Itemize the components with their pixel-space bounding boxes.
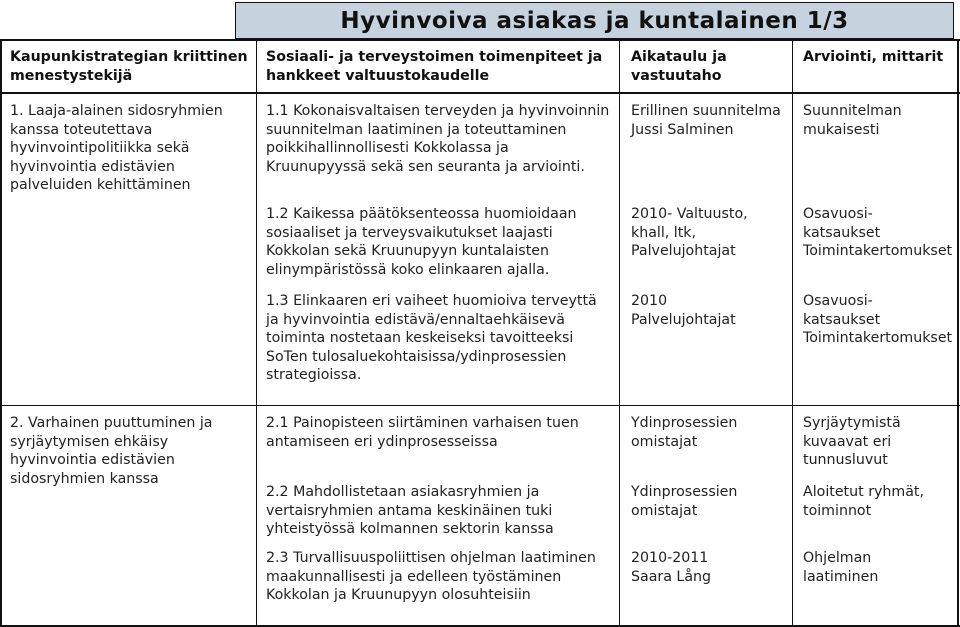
header-col-actions: Sosiaali- ja terveystoimen toimenpiteet ja hankkeet valtuustokaudelle	[266, 49, 603, 84]
schedule-1-2-line-1: 2010- Valtuusto, khall, ltk,	[631, 206, 748, 241]
table-border-right	[957, 39, 959, 627]
table-border-left	[0, 39, 2, 627]
col-divider-2	[619, 39, 620, 627]
evaluation-2-3	[803, 549, 948, 586]
evaluation-1-3-line-1: Osavuosi-katsaukset	[803, 293, 881, 328]
schedule-1-1	[631, 102, 781, 139]
schedule-1-2-line-2: Palvelujohtajat	[631, 243, 736, 259]
evaluation-1-1-line-1: Suunnitelman mukaisesti	[803, 103, 902, 138]
header-col-evaluation: Arviointi, mittarit	[803, 49, 944, 65]
strategy-table	[0, 39, 960, 627]
action-2-1: 2.1 Painopisteen siirtäminen varhaisen tuen antamiseen eri ydinprosesseissa	[266, 415, 579, 450]
evaluation-2-3-line-1: Ohjelman laatiminen	[803, 550, 879, 585]
col-divider-3	[792, 39, 793, 627]
header-separator	[0, 92, 960, 94]
factor-separator	[0, 405, 960, 406]
schedule-2-1	[631, 414, 781, 451]
schedule-1-3	[631, 292, 781, 329]
action-1-2: 1.2 Kaikessa päätöksenteossa huomioidaan sosiaaliset ja terveysvaikutukset laajasti Kokkolan sekä Kruunupyyn kuntalaisten elinympäristössä koko elinkaaren ajalla.	[266, 206, 577, 278]
evaluation-1-1	[803, 102, 948, 139]
schedule-1-1-line-1: Erillinen suunnitelma	[631, 103, 781, 119]
factor-2: 2. Varhainen puuttuminen ja syrjäytymisen ehkäisy hyvinvointia edistävien sidosryhmien kanssa	[10, 415, 213, 487]
schedule-1-2	[631, 205, 781, 261]
schedule-2-2	[631, 483, 781, 520]
col-divider-1	[256, 39, 257, 627]
schedule-1-3-line-1: 2010	[631, 293, 668, 309]
header-col-factor: Kaupunkistrategian kriittinen menestystekijä	[10, 49, 248, 84]
evaluation-2-2-line-1: Aloitetut ryhmät, toiminnot	[803, 484, 924, 519]
evaluation-1-2	[803, 205, 953, 261]
evaluation-2-1	[803, 414, 948, 470]
schedule-2-2-line-1: Ydinprosessien omistajat	[631, 484, 738, 519]
schedule-2-3-line-1: 2010-2011	[631, 550, 709, 566]
factor-1: 1. Laaja-alainen sidosryhmien kanssa toteutettava hyvinvointipolitiikka sekä hyvinvointia edistävien palveluiden kehittäminen	[10, 103, 223, 193]
schedule-2-3-line-2: Saara Lång	[631, 568, 712, 585]
slide-title	[235, 2, 954, 39]
slide-title-text: Hyvinvoiva asiakas ja kuntalainen 1/3	[340, 7, 849, 34]
action-2-2: 2.2 Mahdollistetaan asiakasryhmien ja vertaisryhmien antama keskinäinen tuki yhteistyössä kolmannen sektorin kanssa	[266, 484, 554, 537]
schedule-1-3-line-2: Palvelujohtajat	[631, 311, 736, 328]
schedule-2-1-line-1: Ydinprosessien omistajat	[631, 415, 738, 450]
evaluation-1-3	[803, 292, 953, 348]
action-1-1: 1.1 Kokonaisvaltaisen terveyden ja hyvinvoinnin suunnitelman laatiminen ja toteuttaminen poikkihallinnollisesti Kokkolassa ja Kruunupyyssä sekä sen seuranta ja arviointi.	[266, 103, 610, 175]
evaluation-2-2	[803, 483, 948, 520]
schedule-2-3	[631, 549, 781, 586]
table-border-top	[0, 39, 960, 41]
header-col-schedule: Aikataulu ja vastuutaho	[631, 49, 727, 84]
evaluation-2-1-line-1: Syrjäytymistä kuvaavat eri tunnusluvut	[803, 415, 901, 468]
evaluation-1-2-line-1: Osavuosi-katsaukset	[803, 206, 881, 241]
action-1-3: 1.3 Elinkaaren eri vaiheet huomioiva terveyttä ja hyvinvointia edistävä/ennaltaehkäisevä toiminta nostetaan keskeiseksi tavoitteeksi SoTen tulosaluekohtaisissa/ydinprosessien strategioissa.	[266, 293, 597, 383]
schedule-1-1-line-2: Jussi Salminen	[631, 121, 734, 138]
evaluation-1-2-line-2: Toimintakertomukset	[803, 243, 953, 259]
action-2-3: 2.3 Turvallisuuspoliittisen ohjelman laatiminen maakunnallisesti ja edelleen työstäminen Kokkolan ja Kruunupyyn olosuhteisiin	[266, 550, 596, 603]
evaluation-1-3-line-2: Toimintakertomukset	[803, 330, 953, 346]
